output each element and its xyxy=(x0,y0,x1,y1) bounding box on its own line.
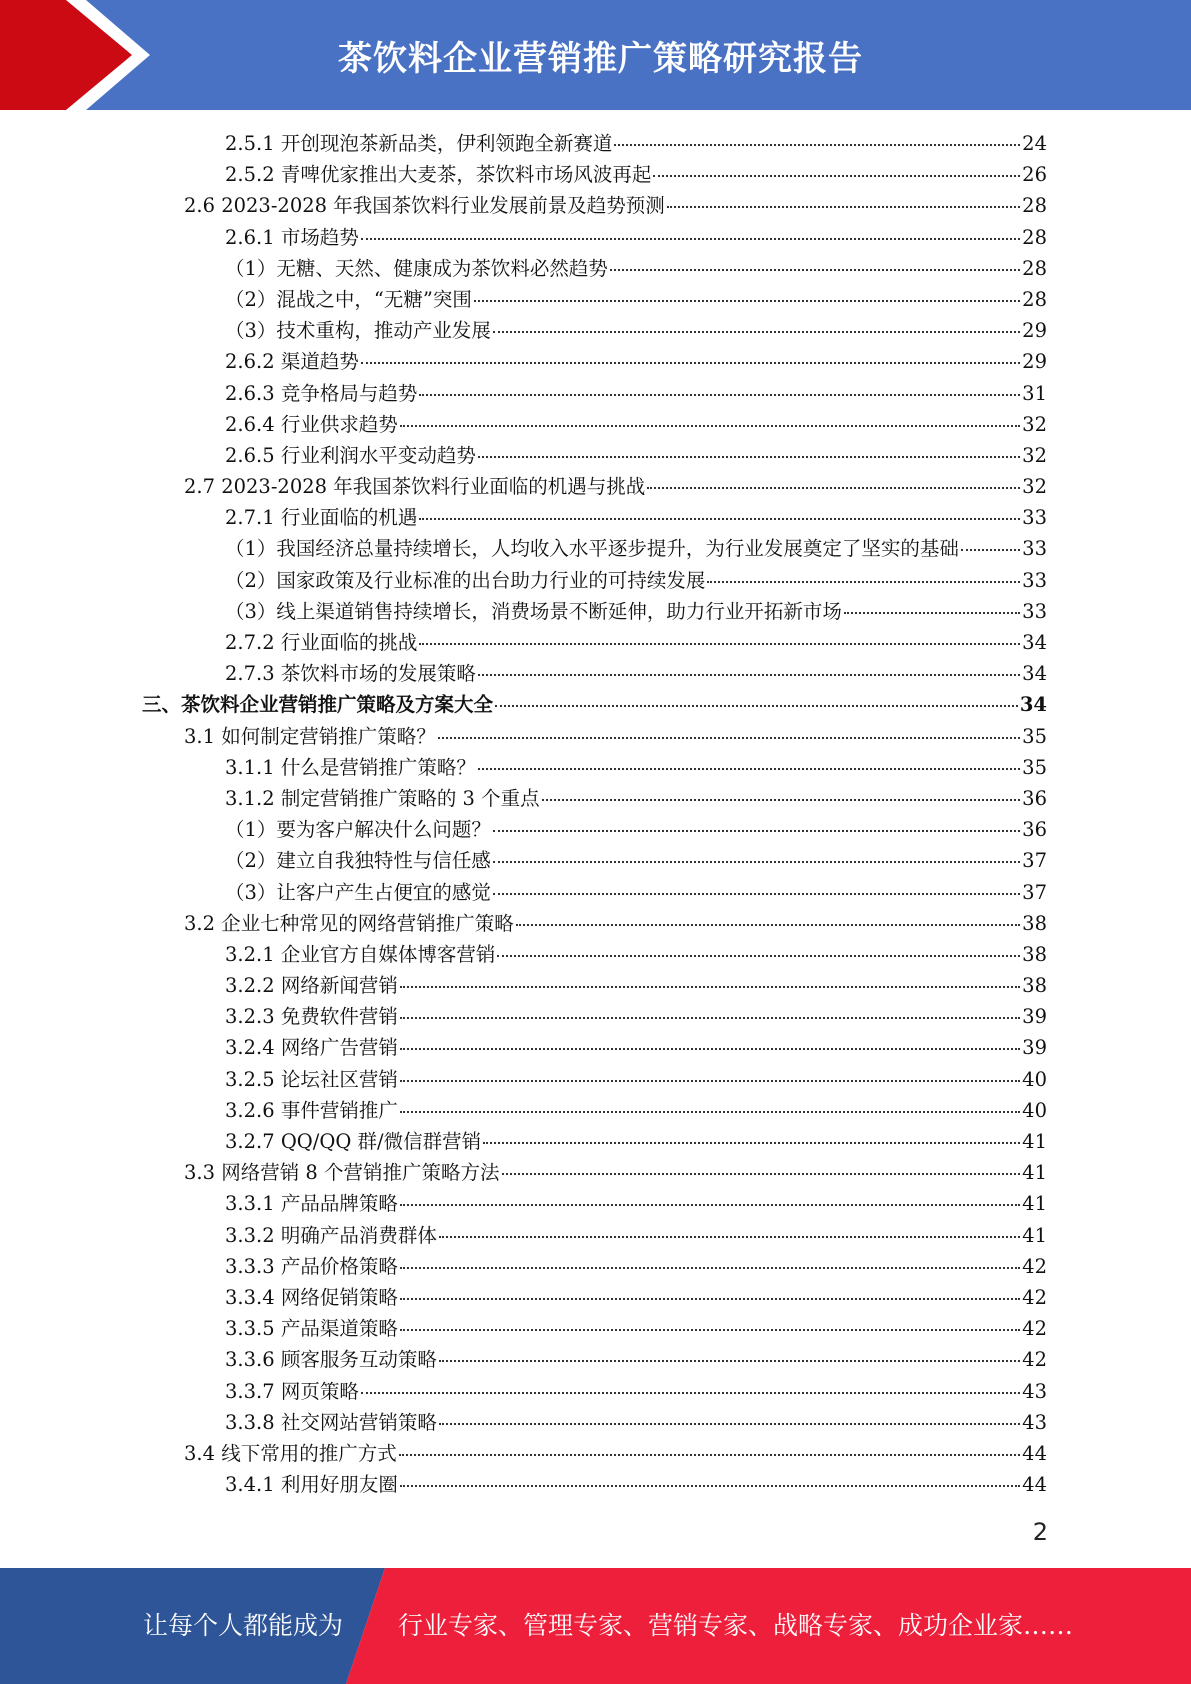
footer-slogan: 让每个人都能成为 xyxy=(143,1611,344,1640)
toc-entry-page: 39 xyxy=(1022,1036,1047,1060)
table-of-contents xyxy=(0,128,1191,1500)
toc-dot-leader xyxy=(495,704,1018,707)
toc-entry[interactable] xyxy=(0,1032,1191,1063)
toc-dot-leader xyxy=(400,1297,1020,1300)
toc-entry-label: 2.6.3 竞争格局与趋势 xyxy=(225,381,418,405)
toc-entry-page: 43 xyxy=(1022,1379,1047,1403)
toc-entry-page: 38 xyxy=(1022,942,1047,966)
toc-entry[interactable] xyxy=(0,658,1191,689)
toc-entry-page: 41 xyxy=(1022,1192,1047,1216)
toc-entry-page: 26 xyxy=(1022,163,1047,187)
toc-entry-page: 36 xyxy=(1022,818,1047,842)
toc-entry[interactable] xyxy=(0,1438,1191,1469)
toc-dot-leader xyxy=(400,1110,1020,1113)
toc-dot-leader xyxy=(707,580,1020,583)
toc-entry-page: 37 xyxy=(1022,880,1047,904)
page-number: 2 xyxy=(1032,1518,1048,1546)
page-footer xyxy=(0,1568,1191,1684)
toc-entry[interactable] xyxy=(0,1095,1191,1126)
toc-dot-leader xyxy=(478,767,1020,770)
toc-entry-label: 3.3.1 产品品牌策略 xyxy=(225,1192,398,1216)
toc-entry-page: 43 xyxy=(1022,1410,1047,1434)
toc-entry[interactable] xyxy=(0,939,1191,970)
toc-dot-leader xyxy=(419,642,1020,645)
toc-entry-label: 3.2.6 事件营销推广 xyxy=(225,1098,398,1122)
toc-dot-leader xyxy=(439,1422,1020,1425)
toc-entry[interactable] xyxy=(0,440,1191,471)
toc-dot-leader xyxy=(502,1172,1021,1175)
toc-entry-page: 39 xyxy=(1022,1005,1047,1029)
toc-entry-page: 28 xyxy=(1022,287,1047,311)
toc-entry-label: 3.4.1 利用好朋友圈 xyxy=(225,1473,398,1497)
toc-dot-leader xyxy=(399,1453,1020,1456)
toc-entry-page: 33 xyxy=(1022,506,1047,530)
toc-entry[interactable] xyxy=(0,315,1191,346)
toc-entry[interactable] xyxy=(0,284,1191,315)
toc-entry-label: 3.2 企业七种常见的网络营销推广策略 xyxy=(184,911,514,935)
toc-entry[interactable] xyxy=(0,1188,1191,1219)
toc-entry-label: 3.1.1 什么是营销推广策略？ xyxy=(225,755,476,779)
toc-entry[interactable] xyxy=(0,533,1191,564)
toc-entry-page: 32 xyxy=(1022,443,1047,467)
toc-entry-page: 33 xyxy=(1022,568,1047,592)
toc-dot-leader xyxy=(361,1391,1020,1394)
toc-entry-label: 2.6.2 渠道趋势 xyxy=(225,350,359,374)
toc-entry-label: 3.1 如何制定营销推广策略？ xyxy=(184,724,436,748)
toc-entry-label: 2.6.4 行业供求趋势 xyxy=(225,412,398,436)
toc-entry-label: 3.2.7 QQ/QQ 群/微信群营销 xyxy=(225,1130,482,1153)
toc-entry[interactable] xyxy=(0,1126,1191,1157)
toc-entry-label: （1）无糖、天然、健康成为茶饮料必然趋势 xyxy=(225,256,608,280)
toc-entry-label: 2.7 2023-2028 年我国茶饮料行业面临的机遇与挑战 xyxy=(184,475,646,499)
toc-entry[interactable] xyxy=(0,1157,1191,1188)
toc-entry-page: 31 xyxy=(1022,381,1047,405)
toc-entry-label: （1）我国经济总量持续增长，人均收入水平逐步提升，为行业发展奠定了坚实的基础 xyxy=(225,537,959,561)
toc-entry-label: 3.4 线下常用的推广方式 xyxy=(184,1441,397,1465)
toc-dot-leader xyxy=(493,892,1020,895)
toc-dot-leader xyxy=(667,205,1020,208)
toc-dot-leader xyxy=(438,736,1020,739)
toc-dot-leader xyxy=(400,1047,1020,1050)
toc-entry-label: 3.3.2 明确产品消费群体 xyxy=(225,1223,437,1247)
toc-entry[interactable] xyxy=(0,1376,1191,1407)
toc-entry-page: 41 xyxy=(1022,1130,1047,1153)
toc-entry-label: 2.5.1 开创现泡茶新品类，伊利领跑全新赛道 xyxy=(225,132,613,155)
toc-dot-leader xyxy=(961,548,1020,551)
page-header xyxy=(0,0,1191,110)
toc-dot-leader xyxy=(419,393,1020,396)
toc-dot-leader xyxy=(439,1235,1020,1238)
toc-entry-label: 3.3 网络营销 8 个营销推广策略方法 xyxy=(184,1161,500,1185)
toc-dot-leader xyxy=(610,268,1020,271)
toc-entry[interactable] xyxy=(0,1251,1191,1282)
toc-entry[interactable] xyxy=(0,502,1191,533)
document-title: 茶饮料企业营销推广策略研究报告 xyxy=(338,38,863,79)
toc-entry[interactable] xyxy=(0,1407,1191,1438)
toc-entry[interactable] xyxy=(0,1469,1191,1500)
toc-entry-label: 2.7.1 行业面临的机遇 xyxy=(225,506,418,530)
toc-entry-label: 3.3.7 网页策略 xyxy=(225,1379,359,1403)
toc-entry-page: 34 xyxy=(1019,693,1047,717)
toc-entry-page: 42 xyxy=(1022,1317,1047,1341)
toc-dot-leader xyxy=(439,1359,1020,1362)
toc-dot-leader xyxy=(400,1266,1020,1269)
toc-entry-page: 41 xyxy=(1022,1223,1047,1247)
toc-entry-label: 3.3.3 产品价格策略 xyxy=(225,1254,398,1278)
toc-entry-page: 28 xyxy=(1022,194,1047,218)
toc-entry-label: 2.7.2 行业面临的挑战 xyxy=(225,631,418,654)
toc-dot-leader xyxy=(614,143,1020,146)
toc-entry[interactable] xyxy=(0,596,1191,627)
toc-dot-leader xyxy=(400,985,1020,988)
toc-dot-leader xyxy=(361,361,1020,364)
toc-entry[interactable] xyxy=(0,1001,1191,1032)
toc-entry-page: 41 xyxy=(1022,1161,1047,1185)
toc-entry-page: 24 xyxy=(1022,132,1047,155)
toc-entry-label: （3）线上渠道销售持续增长，消费场景不断延伸，助力行业开拓新市场 xyxy=(225,599,842,623)
toc-entry-page: 44 xyxy=(1022,1473,1047,1497)
toc-entry[interactable] xyxy=(0,783,1191,814)
toc-entry-page: 37 xyxy=(1022,849,1047,873)
toc-entry-page: 35 xyxy=(1022,724,1047,748)
toc-dot-leader xyxy=(400,424,1020,427)
toc-entry-label: 3.2.1 企业官方自媒体博客营销 xyxy=(225,942,496,966)
toc-entry-page: 35 xyxy=(1022,755,1047,779)
toc-entry[interactable] xyxy=(0,1220,1191,1251)
toc-dot-leader xyxy=(400,1328,1020,1331)
toc-entry[interactable] xyxy=(0,845,1191,876)
toc-dot-leader xyxy=(400,1079,1020,1082)
toc-entry[interactable] xyxy=(0,1344,1191,1375)
toc-entry[interactable] xyxy=(0,378,1191,409)
toc-dot-leader xyxy=(542,798,1021,801)
toc-dot-leader xyxy=(493,829,1020,832)
toc-entry[interactable] xyxy=(0,253,1191,284)
toc-dot-leader xyxy=(478,673,1020,676)
toc-entry-label: 3.2.3 免费软件营销 xyxy=(225,1005,398,1029)
toc-entry-label: 三、茶饮料企业营销推广策略及方案大全 xyxy=(142,693,494,717)
toc-entry[interactable] xyxy=(0,190,1191,221)
toc-dot-leader xyxy=(478,455,1020,458)
toc-entry[interactable] xyxy=(0,689,1191,720)
toc-entry-label: 3.3.8 社交网站营销策略 xyxy=(225,1410,437,1434)
toc-entry-page: 38 xyxy=(1022,911,1047,935)
toc-entry-label: 2.7.3 茶饮料市场的发展策略 xyxy=(225,662,476,686)
toc-entry-label: （3）技术重构，推动产业发展 xyxy=(225,319,491,343)
toc-entry-label: 3.2.2 网络新闻营销 xyxy=(225,974,398,998)
toc-dot-leader xyxy=(844,611,1020,614)
toc-entry[interactable] xyxy=(0,222,1191,253)
toc-entry-page: 28 xyxy=(1022,256,1047,280)
toc-entry-page: 33 xyxy=(1022,599,1047,623)
toc-entry-label: 3.3.5 产品渠道策略 xyxy=(225,1317,398,1341)
toc-entry[interactable] xyxy=(0,908,1191,939)
toc-entry-label: （3）让客户产生占便宜的感觉 xyxy=(225,880,491,904)
toc-entry-page: 32 xyxy=(1022,412,1047,436)
toc-entry[interactable] xyxy=(0,970,1191,1001)
toc-entry-page: 42 xyxy=(1022,1285,1047,1309)
toc-entry-label: （2）混战之中，“无糖”突围 xyxy=(225,287,472,311)
toc-entry[interactable] xyxy=(0,752,1191,783)
toc-entry-label: 2.6.1 市场趋势 xyxy=(225,225,359,249)
toc-entry-page: 36 xyxy=(1022,786,1047,810)
toc-entry[interactable] xyxy=(0,1313,1191,1344)
footer-tagline: 行业专家、管理专家、营销专家、战略专家、成功企业家…… xyxy=(398,1611,1074,1640)
toc-entry-label: （2）建立自我独特性与信任感 xyxy=(225,849,491,873)
toc-dot-leader xyxy=(400,1016,1020,1019)
toc-entry[interactable] xyxy=(0,1282,1191,1313)
toc-entry-page: 32 xyxy=(1022,475,1047,499)
toc-entry[interactable] xyxy=(0,409,1191,440)
toc-dot-leader xyxy=(400,1203,1020,1206)
toc-dot-leader xyxy=(493,330,1020,333)
toc-dot-leader xyxy=(647,486,1020,489)
toc-entry[interactable] xyxy=(0,159,1191,190)
toc-entry-page: 42 xyxy=(1022,1348,1047,1372)
toc-dot-leader xyxy=(493,860,1020,863)
toc-entry[interactable] xyxy=(0,1064,1191,1095)
toc-entry-label: 3.3.6 顾客服务互动策略 xyxy=(225,1348,437,1372)
toc-entry-label: （1）要为客户解决什么问题？ xyxy=(225,818,491,842)
toc-entry[interactable] xyxy=(0,565,1191,596)
toc-entry-page: 29 xyxy=(1022,350,1047,374)
toc-entry-page: 34 xyxy=(1022,662,1047,686)
toc-dot-leader xyxy=(361,237,1020,240)
toc-entry[interactable] xyxy=(0,346,1191,377)
toc-entry-label: 2.6 2023-2028 年我国茶饮料行业发展前景及趋势预测 xyxy=(184,194,665,218)
toc-entry-page: 40 xyxy=(1022,1067,1047,1091)
toc-entry-page: 42 xyxy=(1022,1254,1047,1278)
toc-dot-leader xyxy=(419,517,1020,520)
toc-entry-page: 38 xyxy=(1022,974,1047,998)
toc-dot-leader xyxy=(497,954,1020,957)
toc-entry-label: （2）国家政策及行业标准的出台助力行业的可持续发展 xyxy=(225,568,706,592)
toc-entry-label: 2.6.5 行业利润水平变动趋势 xyxy=(225,443,476,467)
toc-entry-page: 40 xyxy=(1022,1098,1047,1122)
toc-entry-page: 29 xyxy=(1022,319,1047,343)
toc-entry[interactable] xyxy=(0,471,1191,502)
toc-entry-page: 28 xyxy=(1022,225,1047,249)
toc-entry[interactable] xyxy=(0,721,1191,752)
toc-dot-leader xyxy=(474,299,1020,302)
toc-dot-leader xyxy=(516,923,1020,926)
toc-entry-label: 3.2.5 论坛社区营销 xyxy=(225,1067,398,1091)
toc-entry-page: 34 xyxy=(1022,631,1047,654)
toc-entry-label: 2.5.2 青啤优家推出大麦茶，茶饮料市场风波再起 xyxy=(225,163,652,187)
toc-entry-page: 44 xyxy=(1022,1441,1047,1465)
toc-dot-leader xyxy=(653,174,1020,177)
toc-dot-leader xyxy=(483,1141,1020,1144)
toc-entry-page: 33 xyxy=(1022,537,1047,561)
toc-dot-leader xyxy=(400,1484,1020,1487)
toc-entry[interactable] xyxy=(0,877,1191,908)
toc-entry[interactable] xyxy=(0,128,1191,159)
toc-entry-label: 3.1.2 制定营销推广策略的 3 个重点 xyxy=(225,786,540,810)
toc-entry[interactable] xyxy=(0,627,1191,658)
toc-entry-label: 3.2.4 网络广告营销 xyxy=(225,1036,398,1060)
toc-entry[interactable] xyxy=(0,814,1191,845)
toc-entry-label: 3.3.4 网络促销策略 xyxy=(225,1285,398,1309)
